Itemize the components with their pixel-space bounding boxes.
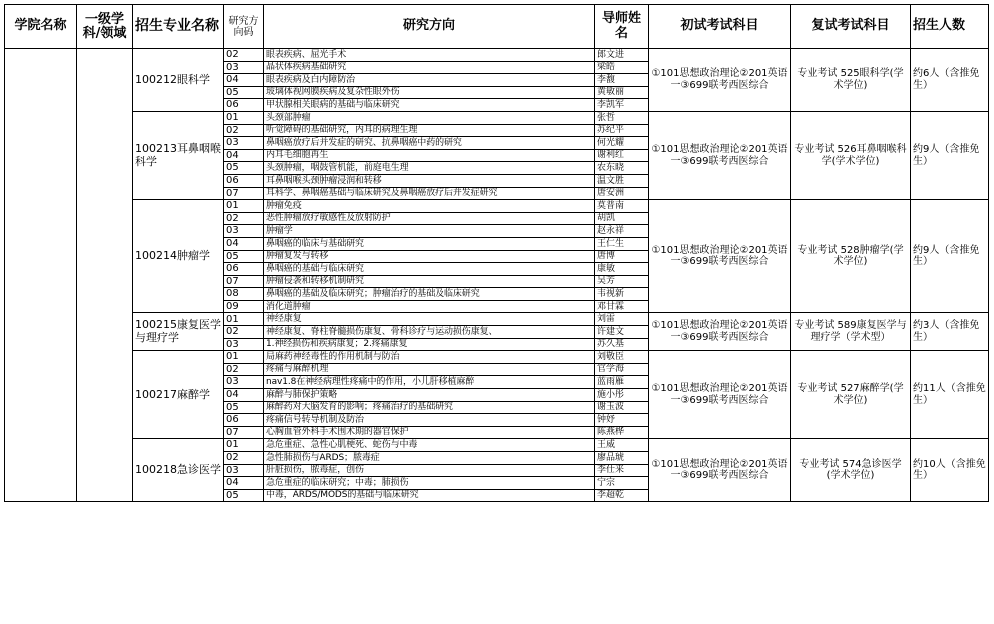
research-direction: 鼻咽癌的基础与临床研究 (264, 263, 595, 276)
supervisor-name: 郎文进 (595, 49, 649, 62)
research-direction: 肿瘤复发与转移 (264, 250, 595, 263)
research-direction: 中毒，ARDS/MODS的基础与临床研究 (264, 489, 595, 502)
discipline-cell (77, 49, 133, 502)
research-direction: 神经康复 (264, 313, 595, 326)
major-cell: 100214肿瘤学 (133, 200, 224, 313)
supervisor-name: 温文胜 (595, 174, 649, 187)
supervisor-name: 何光耀 (595, 137, 649, 150)
major-cell: 100213耳鼻咽喉科学 (133, 111, 224, 199)
direction-code: 07 (224, 187, 264, 200)
direction-code: 06 (224, 174, 264, 187)
supervisor-name: 梁皓 (595, 61, 649, 74)
direction-code: 06 (224, 263, 264, 276)
table-row (5, 313, 989, 326)
header-code: 研究方向码 (224, 5, 264, 49)
research-direction: 疼痛信号转导机制及防治 (264, 414, 595, 427)
supervisor-name: 苏纪平 (595, 124, 649, 137)
supervisor-name: 唐安洲 (595, 187, 649, 200)
supervisor-name: 邓甘霖 (595, 300, 649, 313)
direction-code: 01 (224, 351, 264, 364)
supervisor-name: 韦视新 (595, 288, 649, 301)
supervisor-name: 谢玉波 (595, 401, 649, 414)
supervisor-name: 刘敬臣 (595, 351, 649, 364)
direction-code: 05 (224, 401, 264, 414)
research-direction: 肿瘤免疫 (264, 200, 595, 213)
direction-code: 02 (224, 124, 264, 137)
research-direction: 晶状体疾病基础研究 (264, 61, 595, 74)
supervisor-name: 农东晓 (595, 162, 649, 175)
direction-code: 04 (224, 477, 264, 490)
supervisor-name: 宁宗 (595, 477, 649, 490)
research-direction: 眼表疾病及白内障防治 (264, 74, 595, 87)
major-cell: 100215康复医学与理疗学 (133, 313, 224, 351)
research-direction: 鼻咽癌的基础及临床研究；肿瘤治疗的基础及临床研究 (264, 288, 595, 301)
research-direction: 头颈肿瘤，咽鼓管机能，前庭电生理 (264, 162, 595, 175)
research-direction: 肿瘤学 (264, 225, 595, 238)
header-major: 招生专业名称 (133, 5, 224, 49)
direction-code: 01 (224, 439, 264, 452)
retest-cell: 专业考试 528肿瘤学(学术学位) (791, 200, 911, 313)
research-direction: 疼痛与麻醉机理 (264, 363, 595, 376)
direction-code: 04 (224, 389, 264, 402)
retest-cell: 专业考试 527麻醉学(学术学位) (791, 351, 911, 439)
initial-exam-cell: ①101思想政治理论②201英语一③699联考西医综合 (649, 111, 791, 199)
supervisor-name: 胡凯 (595, 212, 649, 225)
initial-exam-cell: ①101思想政治理论②201英语一③699联考西医综合 (649, 313, 791, 351)
direction-code: 06 (224, 414, 264, 427)
research-direction: nav1.8在神经病理性疼痛中的作用，小儿肝移植麻醉 (264, 376, 595, 389)
supervisor-name: 赵永祥 (595, 225, 649, 238)
direction-code: 05 (224, 250, 264, 263)
initial-exam-cell: ①101思想政治理论②201英语一③699联考西医综合 (649, 439, 791, 502)
retest-cell: 专业考试 525眼科学(学术学位) (791, 49, 911, 112)
research-direction: 肝脏损伤，脓毒症，创伤 (264, 464, 595, 477)
research-direction: 神经康复、脊柱脊髓损伤康复、骨科诊疗与运动损伤康复、 (264, 326, 595, 339)
supervisor-name: 李超乾 (595, 489, 649, 502)
direction-code: 04 (224, 237, 264, 250)
research-direction: 1.神经损伤和疾病康复；2.疼痛康复 (264, 338, 595, 351)
direction-code: 05 (224, 489, 264, 502)
direction-code: 07 (224, 426, 264, 439)
direction-code: 01 (224, 313, 264, 326)
research-direction: 麻醉与肺保护策略 (264, 389, 595, 402)
research-direction: 急危重症的临床研究；中毒；肺损伤 (264, 477, 595, 490)
supervisor-name: 王威 (595, 439, 649, 452)
table-row (5, 111, 989, 124)
retest-cell: 专业考试 589康复医学与理疗学（学术型） (791, 313, 911, 351)
direction-code: 02 (224, 363, 264, 376)
research-direction: 甲状腺相关眼病的基础与临床研究 (264, 99, 595, 112)
direction-code: 06 (224, 99, 264, 112)
quota-cell: 约3人（含推免生） (911, 313, 989, 351)
research-direction: 心胸血管外科手术围术期的器官保护 (264, 426, 595, 439)
supervisor-name: 陈燕桦 (595, 426, 649, 439)
supervisor-name: 李馥 (595, 74, 649, 87)
major-cell: 100218急诊医学 (133, 439, 224, 502)
quota-cell: 约11人（含推免生） (911, 351, 989, 439)
supervisor-name: 刘雷 (595, 313, 649, 326)
direction-code: 04 (224, 149, 264, 162)
initial-exam-cell: ①101思想政治理论②201英语一③699联考西医综合 (649, 200, 791, 313)
direction-code: 07 (224, 275, 264, 288)
header-discipline: 一级学科/领域 (77, 5, 133, 49)
direction-code: 03 (224, 137, 264, 150)
table-row (5, 200, 989, 213)
quota-cell: 约9人（含推免生） (911, 200, 989, 313)
table-body (5, 49, 989, 502)
major-cell: 100217麻醉学 (133, 351, 224, 439)
direction-code: 01 (224, 200, 264, 213)
retest-cell: 专业考试 526耳鼻咽喉科学(学术学位) (791, 111, 911, 199)
research-direction: 耳鼻咽喉头颈肿瘤浸润和转移 (264, 174, 595, 187)
table-row (5, 351, 989, 364)
quota-cell: 约10人（含推免生） (911, 439, 989, 502)
direction-code: 03 (224, 225, 264, 238)
direction-code: 02 (224, 212, 264, 225)
research-direction: 局麻药神经毒性的作用机制与防治 (264, 351, 595, 364)
supervisor-name: 唐博 (595, 250, 649, 263)
header-row (5, 5, 989, 49)
retest-cell: 专业考试 574急诊医学(学术学位) (791, 439, 911, 502)
supervisor-name: 李凯军 (595, 99, 649, 112)
supervisor-name: 康敏 (595, 263, 649, 276)
initial-exam-cell: ①101思想政治理论②201英语一③699联考西医综合 (649, 49, 791, 112)
research-direction: 内耳毛细胞再生 (264, 149, 595, 162)
research-direction: 麻醉药对大脑发育的影响；疼痛治疗的基础研究 (264, 401, 595, 414)
supervisor-name: 李仕来 (595, 464, 649, 477)
header-initial-exam: 初试考试科目 (649, 5, 791, 49)
direction-code: 03 (224, 376, 264, 389)
college-cell (5, 49, 77, 502)
supervisor-name: 官学海 (595, 363, 649, 376)
supervisor-name: 谢利红 (595, 149, 649, 162)
direction-code: 08 (224, 288, 264, 301)
supervisor-name: 吴芳 (595, 275, 649, 288)
research-direction: 鼻咽癌放疗后并发症的研究、抗鼻咽癌中药的研究 (264, 137, 595, 150)
direction-code: 03 (224, 61, 264, 74)
supervisor-name: 钟妤 (595, 414, 649, 427)
research-direction: 玻璃体视网膜疾病及复杂性眼外伤 (264, 86, 595, 99)
supervisor-name: 莫普南 (595, 200, 649, 213)
header-quota: 招生人数 (911, 5, 989, 49)
direction-code: 03 (224, 464, 264, 477)
table-row (5, 439, 989, 452)
supervisor-name: 施小彤 (595, 389, 649, 402)
direction-code: 02 (224, 326, 264, 339)
supervisor-name: 廖品琥 (595, 452, 649, 465)
header-retest: 复试考试科目 (791, 5, 911, 49)
research-direction: 急危重症、急性心肌梗死、蛇伤与中毒 (264, 439, 595, 452)
research-direction: 眼表疾病、屈光手术 (264, 49, 595, 62)
direction-code: 02 (224, 452, 264, 465)
admissions-table (4, 4, 989, 502)
supervisor-name: 许建文 (595, 326, 649, 339)
direction-code: 04 (224, 74, 264, 87)
direction-code: 09 (224, 300, 264, 313)
direction-code: 05 (224, 162, 264, 175)
direction-code: 01 (224, 111, 264, 124)
supervisor-name: 苏久基 (595, 338, 649, 351)
supervisor-name: 黄敏丽 (595, 86, 649, 99)
direction-code: 05 (224, 86, 264, 99)
research-direction: 耳科学、鼻咽癌基础与临床研究及鼻咽癌放疗后并发症研究 (264, 187, 595, 200)
header-college: 学院名称 (5, 5, 77, 49)
initial-exam-cell: ①101思想政治理论②201英语一③699联考西医综合 (649, 351, 791, 439)
supervisor-name: 蓝雨雁 (595, 376, 649, 389)
supervisor-name: 张哲 (595, 111, 649, 124)
quota-cell: 约9人（含推免生） (911, 111, 989, 199)
supervisor-name: 王仁生 (595, 237, 649, 250)
research-direction: 头颈部肿瘤 (264, 111, 595, 124)
research-direction: 消化道肿瘤 (264, 300, 595, 313)
header-supervisor: 导师姓名 (595, 5, 649, 49)
direction-code: 02 (224, 49, 264, 62)
header-direction: 研究方向 (264, 5, 595, 49)
direction-code: 03 (224, 338, 264, 351)
research-direction: 鼻咽癌的临床与基础研究 (264, 237, 595, 250)
major-cell: 100212眼科学 (133, 49, 224, 112)
research-direction: 急性肺损伤与ARDS；脓毒症 (264, 452, 595, 465)
quota-cell: 约6人（含推免生） (911, 49, 989, 112)
research-direction: 听觉障碍的基础研究，内耳的病理生理 (264, 124, 595, 137)
table-row (5, 49, 989, 62)
research-direction: 恶性肿瘤放疗敏感性及放射防护 (264, 212, 595, 225)
research-direction: 肿瘤侵袭和转移机制研究 (264, 275, 595, 288)
